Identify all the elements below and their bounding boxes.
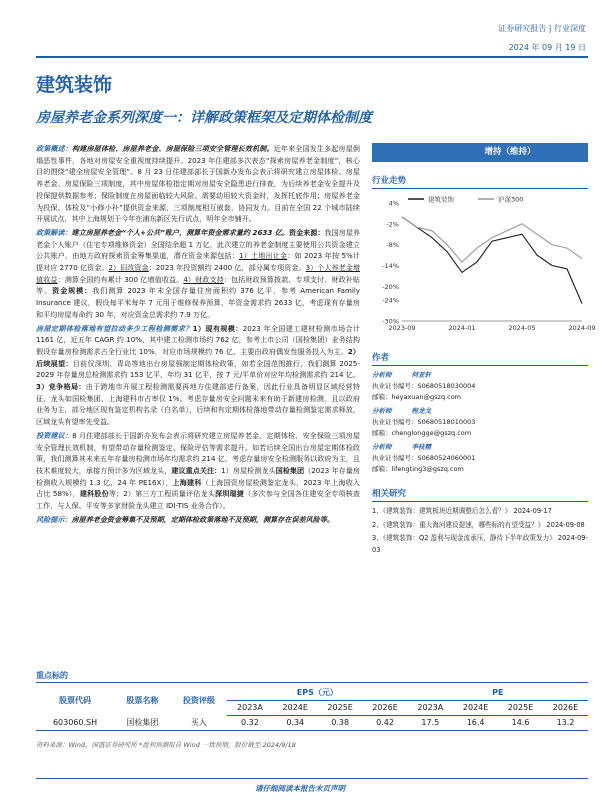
report-date: 2024 年 09 月 19 日 xyxy=(508,43,586,52)
cell-value: 0.42 xyxy=(363,715,408,730)
cell-value: 0.38 xyxy=(318,715,363,730)
key-stocks-title: 重点标的 xyxy=(36,671,68,680)
rating-badge: 增持（维持） xyxy=(372,143,588,162)
y-tick-label: 4% xyxy=(388,199,399,208)
table-row xyxy=(36,715,588,730)
year-header: 2026E xyxy=(543,700,588,715)
col-name: 股票名称 xyxy=(126,695,159,705)
y-tick-label: -20% xyxy=(382,282,399,291)
analyst-name-row xyxy=(372,442,588,453)
year-header: 2026E xyxy=(363,700,408,715)
x-tick-label: 2024-01 xyxy=(448,324,476,332)
year-header: 2025E xyxy=(318,700,363,715)
trend-title: 行业走势 xyxy=(372,174,588,189)
analyst-name-row xyxy=(372,370,588,381)
y-tick-label: -8% xyxy=(386,241,399,250)
analyst-role: 分析师 xyxy=(372,443,392,451)
cell-value: 0.32 xyxy=(227,715,273,730)
report-type: 证券研究报告 | 行业深度 xyxy=(498,24,586,33)
analyst-cert: 执业证书编号：S0680524060001 xyxy=(372,454,476,462)
cell-value: 13.2 xyxy=(543,715,588,730)
report-title: 房屋养老金系列深度一：详解政策框架及定期体检制度 xyxy=(36,110,372,126)
footer-divider xyxy=(36,778,588,779)
x-tick-label: 2023-09 xyxy=(388,324,416,332)
risk-warning: 风险提示：房屋养老金资金筹集不及预期，定期体检政策落地不及预期，测算存在误差风险等。 xyxy=(36,514,334,524)
trend-chart-svg xyxy=(372,193,596,335)
analyst-list xyxy=(372,370,588,475)
trend-chart xyxy=(372,193,596,339)
inspection-demand: 房屋定期体检落地有望拉动多少工程检测需求？1）现有规模：2023 年全国建工建材检测市场合计 1161 亿，近五年 CAGR 约 10%，其中建工检测市场约 762 亿，参考上市公司（国检集团）业务结构假设存量房检测需求占全行业比 10%，对应市场规模约 76 亿，主要由政府偶发性服务投入为主。2）后续展望：目前仅深圳、青岛等地出台房屋强制定期体检政策，如若全国范围推行，我们测算 2025-2029 年存量房总检测需求约 153 亿平，年均 31 亿平，按 7 元/平单价对应年均检测需求约 214 亿。3）竞争格局：由于跨地市开展工程检测需要再地方住建部进行备案，因此行业具备明显区域经营特征，龙头如国检集团、上海建科市占率仅 1%。考虑存量房安全问题未来有助于新建房检测，且以政府业务为主，部分地区现有鉴定机构名录（白名单），后续和有定期体检落地带动存量检测鉴定需求释放，区域龙头有望率先受益。 xyxy=(36,323,361,427)
col-rating: 投资评级 xyxy=(182,695,215,705)
col-code: 股票代码 xyxy=(59,695,92,705)
related-research-list xyxy=(372,506,588,556)
policy-interpretation: 政策解读：建立房屋养老金“个人+公共”账户，测算年资金需求量约 2633 亿。资金来源：我国房屋养老金个人账户（住宅专项维修资金）全国结余超 1 万亿，此次建立的养老金制度主要使用公共资金建立公共账户，由地方政府探索资金筹集渠道，潜在资金来源包括：1）土地出让金：如 2023 年按 5%计提对应 2770 亿资金。2）旧改资金：2023 年投资额约 2400 亿，部分属专项资金。3）个人养老金增值收益：测算全国约有累计 300 亿增值收益。4）财政支持：包括财政预算拨款、专项支付、财政补贴等。资金规模：我们测算 2023 年末全国存量住房面积约 376 亿平，参考 American Family Insurance 建议，假设每平米每年 7 元用于维修保养预算，年资金需求约 2633 亿，考虑现有存量房和平均房屋寿命约 30 年，对应资金总需求约 7.9 万亿。 xyxy=(36,227,361,319)
analyst-role: 分析师 xyxy=(372,407,392,415)
y-tick-label: -2% xyxy=(386,220,399,229)
year-header: 2023A xyxy=(408,700,454,715)
y-tick-label: -30% xyxy=(382,317,399,326)
policy-overview: 政策概述：构建房屋体检、房屋养老金、房屋保险三项安全管理长效机制。近年来全国发生多起房屋倒塌恶性事件，各地对房屋安全重视度持续提升。2023 年住建部多次表态“探索房屋养老金制度”，核心目的围绕“建全房屋安全管理”。8 月 23 日住建部部长于国新办发布会表示将研究建立房屋体检、房屋养老金、房屋保险三项制度，其中房屋体检指定期对房屋安全隐患进行排查，为后续养老金安全提升及投保提供数据参考；保险制度在房屋面临较大风险、需要动用较大资金时，发挥托底作用；房屋养老金为投保、体检及“小修小补”提供资金来源，三项制度相互嵌套，协同发力。目前在全国 22 个城市陆续开展试点，其中上海规划于今年在浦东新区先行试点，明年全市铺开。 xyxy=(36,144,361,224)
analyst-name: 何亚轩 xyxy=(411,371,431,379)
y-tick-label: -14% xyxy=(382,261,399,270)
cell-value: 14.6 xyxy=(498,715,543,730)
related-title: 相关研究 xyxy=(372,487,588,502)
report-body xyxy=(36,143,360,528)
footer-disclaimer: 请仔细阅读本报告末页声明 xyxy=(255,784,345,793)
analyst-cert: 执业证书编号：S0680518010003 xyxy=(372,418,476,426)
year-header: 2023A xyxy=(227,700,273,715)
cell-value: 16.4 xyxy=(453,715,498,730)
cell-rating: 买入 xyxy=(171,715,228,730)
key-stocks-table xyxy=(36,685,588,731)
analyst-name: 李枝精 xyxy=(411,443,431,451)
sidebar xyxy=(372,143,596,558)
related-item: 2、《建筑装饰：重大海河建设提速，哪些标的有望受益？》 2024-09-08 xyxy=(372,520,585,529)
analyst-cert: 执业证书编号：S0680518030004 xyxy=(372,382,476,390)
investment-advice: 投资建议：8 月住建部部长于国新办发布会表示将研究建立房屋养老金、定期体检、安全保险三项房屋安全管理长效机制，有望带动存量检测鉴定、保险评估等需求提升。如若后续全国出台房屋定期体检政策，我们测算其未来五年存量房检测市场年均需求约 214 亿，考虑存量房安全检测服务以政府为主，且技术难度较大，承接方预计多为区域龙头，建议重点关注：1）房屋检测龙头国检集团（2023 年存量房检测收入规模约 1.3 亿，24 年 PE16X），上海建科（上海国资房屋检测鉴定龙头，2023 年上海收入占比 58%），建科股份等；2）第三方工程质量评估龙头深圳瑞捷（多次参与全国各住建安全专项核查工作，与人保、平安等多家财险龙头建立 IDI-TIS 业务合作）。 xyxy=(36,430,361,511)
legend-label: 沪深300 xyxy=(498,195,524,204)
analyst-name-row xyxy=(372,406,588,417)
series-line xyxy=(402,217,582,262)
analyst-email: 邮箱：chenglongge@gszq.com xyxy=(372,429,472,437)
analyst-email: 邮箱：heyaxuan@gszq.com xyxy=(372,393,462,401)
year-header: 2024E xyxy=(453,700,498,715)
cell-name: 国检集团 xyxy=(114,715,171,730)
industry-name: 建筑装饰 xyxy=(36,74,113,96)
col-eps: EPS（元） xyxy=(296,687,338,697)
analysts-title: 作者 xyxy=(372,351,588,366)
analyst-email: 邮箱：lifengting3@gszq.com xyxy=(372,465,464,473)
x-tick-label: 2024-09 xyxy=(568,324,596,332)
table-body xyxy=(36,715,588,730)
analyst-role: 分析师 xyxy=(372,371,392,379)
year-header: 2025E xyxy=(498,700,543,715)
related-item: 1、《建筑装饰：建筑板块近期调整后怎么看？》 2024-09-17 xyxy=(372,507,552,515)
table-top-line xyxy=(36,682,588,683)
x-tick-label: 2024-05 xyxy=(508,324,536,332)
cell-value: 17.5 xyxy=(408,715,454,730)
year-header: 2024E xyxy=(273,700,318,715)
legend-label: 建筑装饰 xyxy=(428,195,454,204)
col-pe: PE xyxy=(492,687,504,697)
cell-code: 603060.SH xyxy=(36,715,114,730)
y-tick-label: -24% xyxy=(382,296,399,305)
cell-value: 0.34 xyxy=(273,715,318,730)
analyst-name: 程龙戈 xyxy=(411,407,431,415)
data-source: 资料来源：Wind，国盛证券研究所 *盈利预测取自 Wind 一致预期，股价截至 2024/9/18 xyxy=(36,741,296,749)
related-item: 3、《建筑装饰：Q2 盈利与现金流承压，静待下半年政策发力》 2024-09-03 xyxy=(372,534,588,554)
header-divider xyxy=(36,56,588,58)
